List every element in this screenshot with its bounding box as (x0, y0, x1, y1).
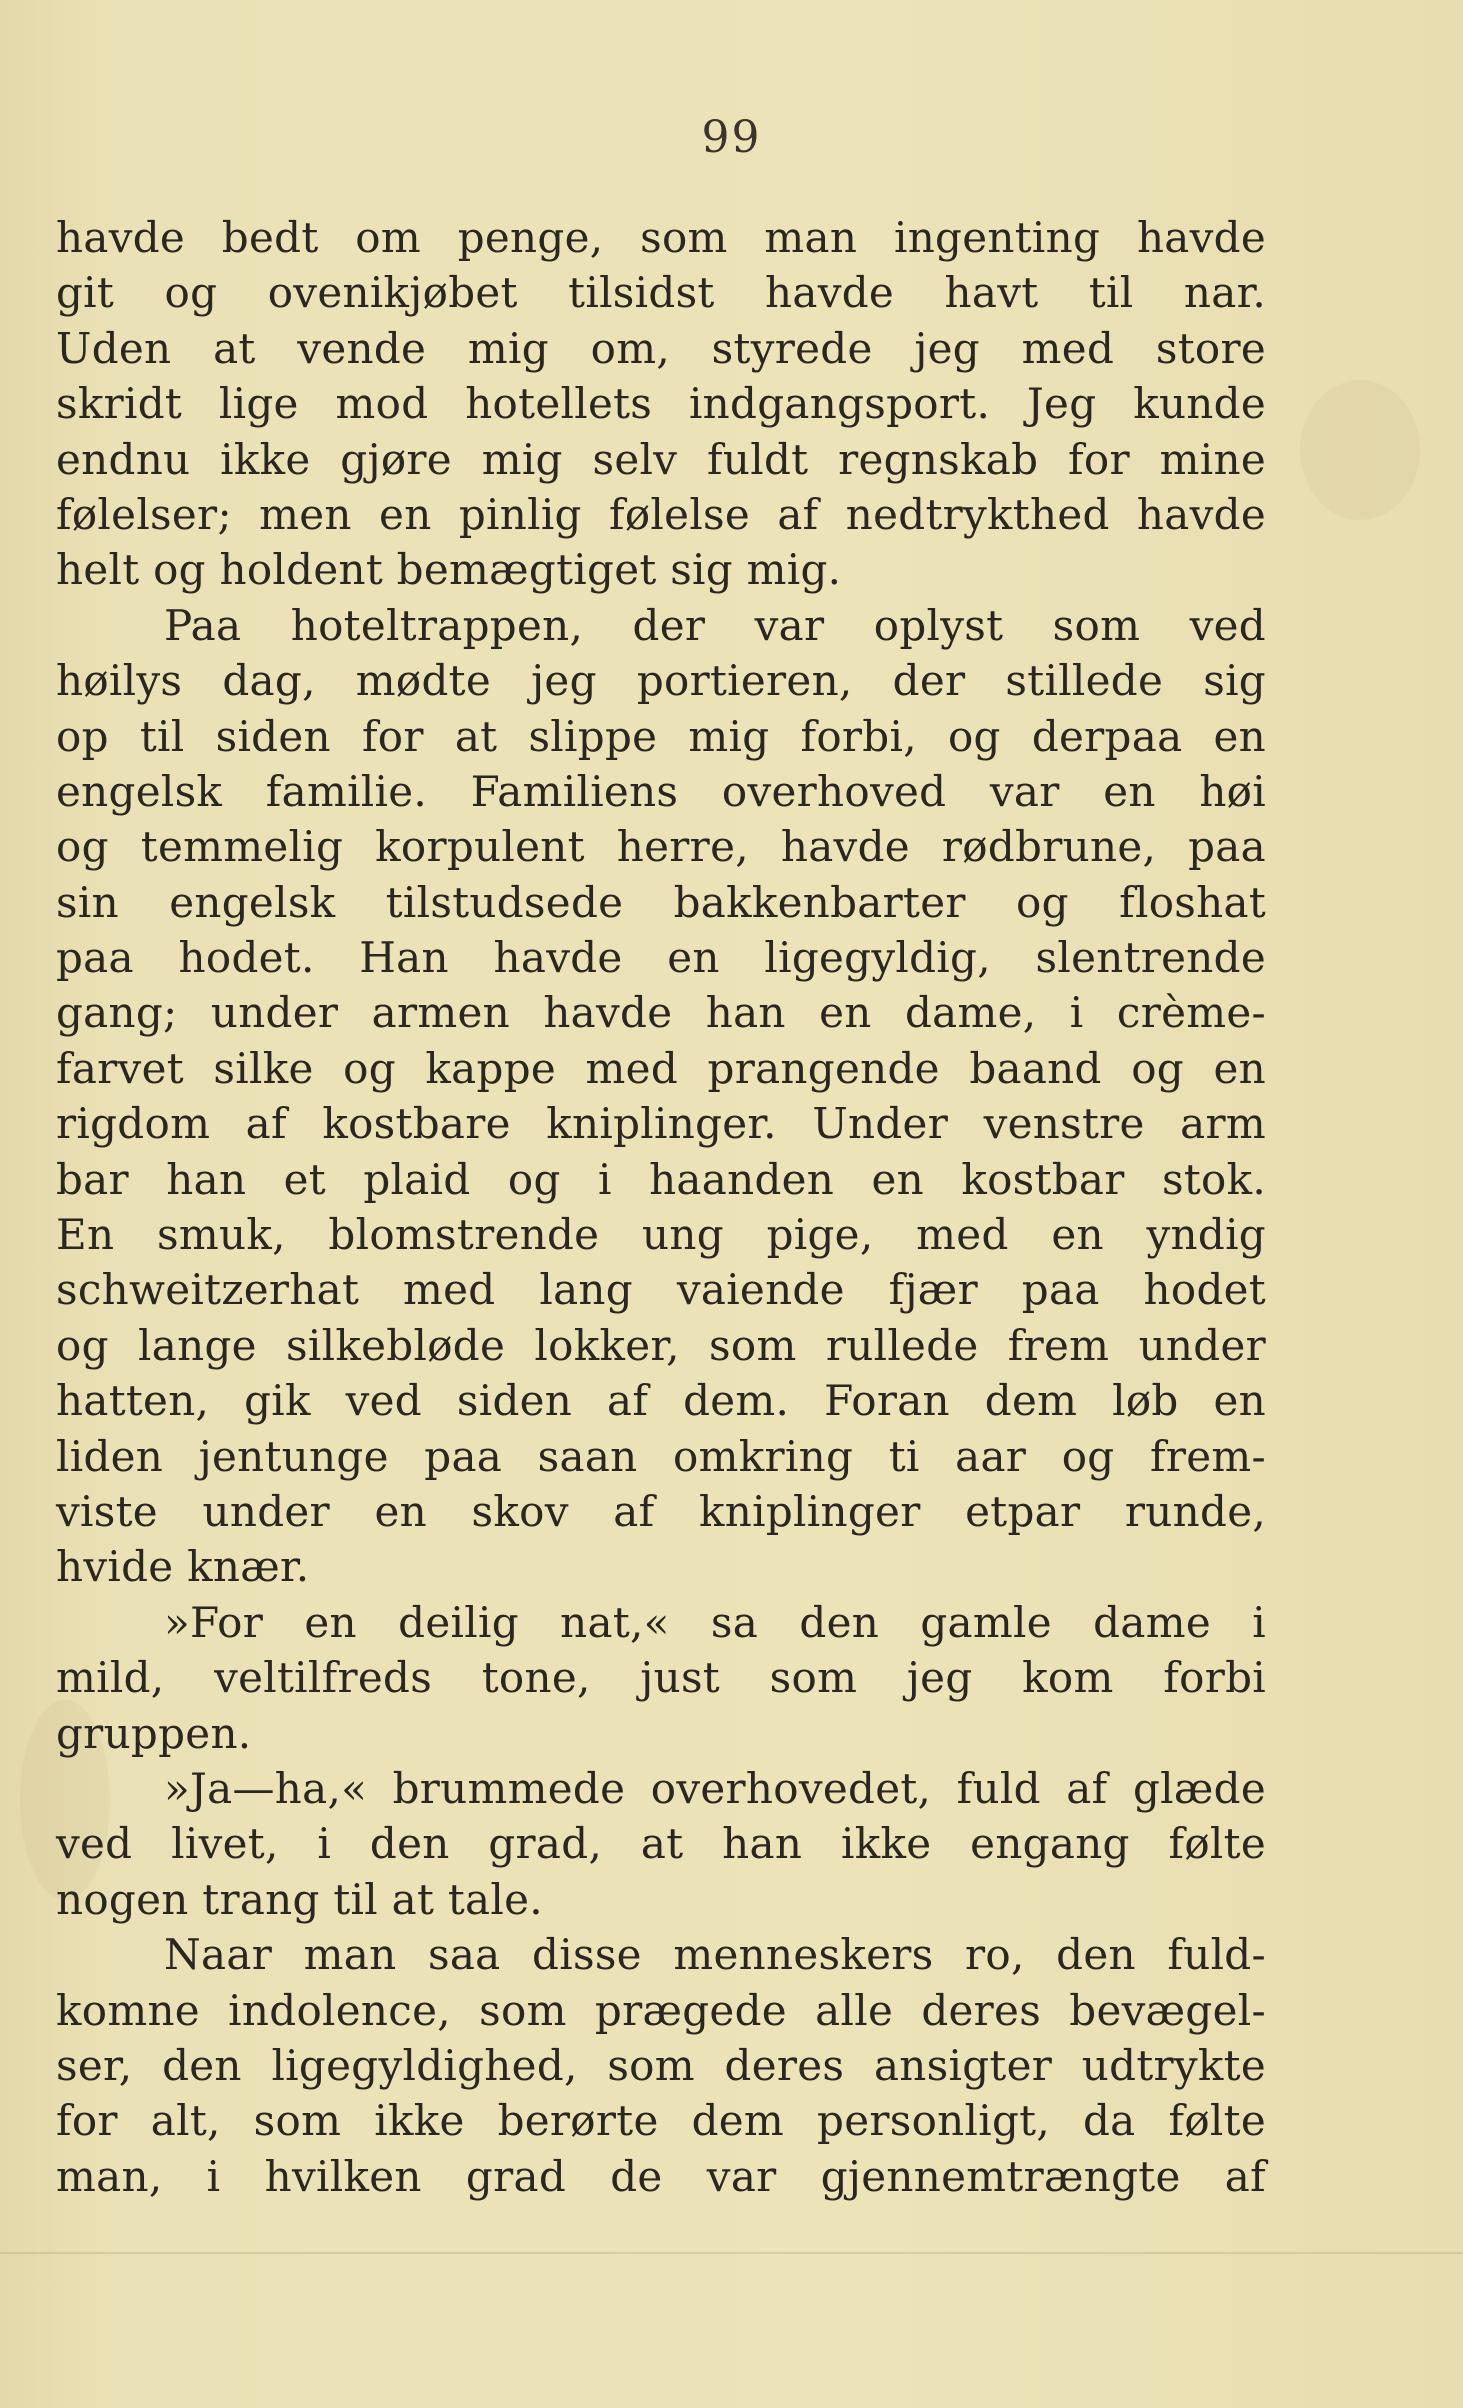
text-line: Paa hoteltrappen, der var oplyst som ved (164, 600, 1266, 650)
text-line: schweitzerhat med lang vaiende fjær paa hodet (56, 1265, 1266, 1315)
text-line: mild, veltilfreds tone, just som jeg kom forbi (56, 1653, 1266, 1703)
text-line: gang; under armen havde han en dame, i crème- (56, 988, 1266, 1038)
text-line: viste under en skov af kniplinger etpar runde, (56, 1486, 1266, 1536)
text-line: man, i hvilken grad de var gjennemtrængte af (56, 2151, 1266, 2201)
text-line: farvet silke og kappe med prangende baand og en (56, 1043, 1266, 1093)
text-line: liden jentunge paa saan omkring ti aar og frem- (56, 1431, 1266, 1481)
text-line: ser, den ligegyldighed, som deres ansigter udtrykte (56, 2040, 1266, 2090)
text-line: ved livet, i den grad, at han ikke engang følte (56, 1819, 1266, 1869)
text-line: hatten, gik ved siden af dem. Foran dem løb en (56, 1376, 1266, 1426)
text-line: En smuk, blomstrende ung pige, med en yndig (56, 1210, 1266, 1260)
text-line: helt og holdent bemægtiget sig mig. (56, 545, 842, 595)
text-line: paa hodet. Han havde en ligegyldig, slentrende (56, 933, 1266, 983)
text-line: endnu ikke gjøre mig selv fuldt regnskab for mine (56, 434, 1266, 484)
text-line: og lange silkebløde lokker, som rullede frem under (56, 1320, 1266, 1370)
text-line: bar han et plaid og i haanden en kostbar stok. (56, 1154, 1266, 1204)
text-line: hvide knær. (56, 1542, 310, 1592)
text-line: for alt, som ikke berørte dem personligt, da følte (56, 2096, 1266, 2146)
text-line: havde bedt om penge, som man ingenting havde (56, 213, 1266, 262)
text-line: komne indolence, som prægede alle deres bevægel- (56, 1985, 1266, 2035)
text-line: sin engelsk tilstudsede bakkenbarter og floshat (56, 877, 1266, 927)
text-line: rigdom af kostbare kniplinger. Under venstre arm (56, 1099, 1266, 1149)
text-line: høilys dag, mødte jeg portieren, der stillede sig (56, 656, 1266, 706)
paper-stain (1300, 380, 1420, 520)
text-line: Naar man saa disse menneskers ro, den fuld- (164, 1930, 1266, 1980)
text-line: op til siden for at slippe mig forbi, og derpaa en (56, 711, 1266, 761)
text-line: skridt lige mod hotellets indgangsport. Jeg kunde (56, 379, 1266, 429)
text-line: Uden at vende mig om, styrede jeg med store (56, 323, 1266, 373)
text-line: gruppen. (56, 1708, 252, 1758)
text-line: engelsk familie. Familiens overhoved var en høi (56, 766, 1266, 816)
text-line: og temmelig korpulent herre, havde rødbrune, paa (56, 822, 1266, 872)
text-line: »Ja—ha,« brummede overhovedet, fuld af glæde (164, 1763, 1266, 1813)
body-text (56, 210, 1266, 2204)
page-number: 99 (701, 112, 762, 163)
text-line: git og ovenikjøbet tilsidst havde havt til nar. (56, 268, 1266, 318)
text-line: nogen trang til at tale. (56, 1874, 543, 1924)
text-line: »For en deilig nat,« sa den gamle dame i (164, 1597, 1266, 1647)
page-edge-divider (0, 2252, 1463, 2254)
text-line: følelser; men en pinlig følelse af nedtrykthed havde (56, 489, 1266, 539)
